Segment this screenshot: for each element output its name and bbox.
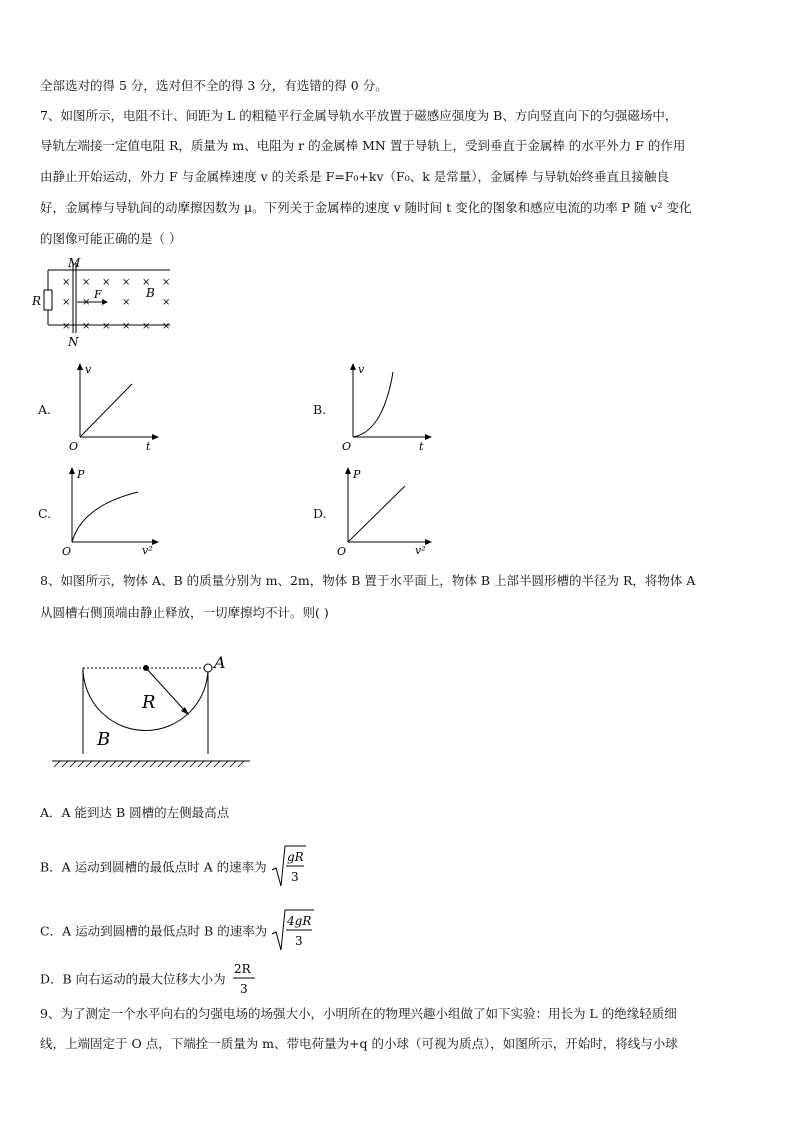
curve-c bbox=[72, 492, 138, 542]
q7-line-5: 的图像可能正确的是（ ） bbox=[40, 231, 182, 246]
q7-line-3: 由静止开始运动，外力 F 与金属棒速度 v 的关系是 F=F₀+kv（F₀、k 是常量），金属棒 与导轨始终垂直且接触良 bbox=[40, 169, 669, 184]
q7-line-4: 好，金属棒与导轨间的动摩擦因数为 μ。下列关于金属棒的速度 v 随时间 t 变化的图象和感应电流的功率 P 随 v² 变化 bbox=[40, 200, 692, 215]
svg-text:3: 3 bbox=[290, 870, 299, 884]
ball-A bbox=[204, 664, 212, 672]
svg-text:×: × bbox=[122, 321, 131, 332]
curve-a bbox=[80, 384, 132, 437]
svg-text:P: P bbox=[353, 468, 361, 481]
svg-text:R: R bbox=[142, 692, 156, 713]
svg-text:3: 3 bbox=[239, 982, 248, 996]
q9-line-2: 线，上端固定于 O 点，下端拴一质量为 m、带电荷量为+q 的小球（可视为质点），如图所示，开始时，将线与小球 bbox=[40, 1036, 678, 1051]
q7-option-c-label: C. bbox=[38, 506, 52, 521]
svg-text:×: × bbox=[62, 297, 71, 308]
q7-option-b-label: B. bbox=[313, 402, 327, 417]
svg-text:×: × bbox=[62, 277, 71, 288]
q7-line-1: 7、如图所示，电阻不计、间距为 L 的粗糙平行金属导轨水平放置于磁感应强度为 B、方向竖直向下的匀强磁场中， bbox=[40, 108, 678, 123]
svg-text:×: × bbox=[162, 277, 171, 288]
resistor-R bbox=[44, 290, 52, 310]
q7-rail-figure bbox=[30, 255, 190, 350]
q8-option-b: B．A 运动到圆槽的最低点时 A 的速率为 gR 3 bbox=[40, 846, 307, 890]
svg-text:×: × bbox=[122, 277, 131, 288]
q7-option-a-label: A. bbox=[38, 402, 52, 417]
intro-text: 全部选对的得 5 分，选对但不全的得 3 分，有选错的得 0 分。 bbox=[40, 78, 388, 93]
svg-text:O: O bbox=[337, 545, 347, 558]
svg-text:×: × bbox=[62, 321, 71, 332]
label-F: F bbox=[94, 288, 102, 301]
svg-text:v: v bbox=[358, 363, 365, 376]
svg-text:×: × bbox=[102, 277, 111, 288]
q7-line-2: 导轨左端接一定值电阻 R，质量为 m、电阻为 r 的金属棒 MN 置于导轨上，受到垂直于金属棒 的水平外力 F 的作用 bbox=[40, 138, 686, 153]
svg-text:v²: v² bbox=[142, 544, 153, 557]
q8-groove-figure bbox=[50, 650, 255, 770]
svg-text:v: v bbox=[85, 363, 92, 376]
q8-option-a: A．A 能到达 B 圆槽的左侧最高点 bbox=[40, 805, 230, 820]
q7-option-b-graph bbox=[333, 362, 433, 454]
svg-text:×: × bbox=[122, 297, 131, 308]
svg-text:3: 3 bbox=[295, 934, 303, 948]
svg-text:A: A bbox=[214, 653, 226, 672]
svg-text:O: O bbox=[69, 440, 79, 453]
q8-line-2: 从圆槽右侧顶端由静止释放，一切摩擦均不计。则( ) bbox=[40, 605, 329, 620]
svg-text:O: O bbox=[62, 545, 72, 558]
svg-text:×: × bbox=[142, 321, 151, 332]
svg-text:×: × bbox=[82, 297, 91, 308]
label-N: N bbox=[68, 335, 79, 349]
q7-option-d-graph bbox=[333, 466, 433, 558]
q8-line-1: 8、如图所示，物体 A、B 的质量分别为 m、2m，物体 B 置于水平面上，物体 B 上部半圆形槽的半径为 R，将物体 A bbox=[40, 573, 696, 588]
q7-option-c-graph bbox=[60, 466, 160, 558]
fraction-expression-d bbox=[230, 958, 258, 998]
sqrt-expression-c bbox=[271, 908, 315, 952]
svg-text:gR: gR bbox=[286, 850, 304, 864]
q8-option-c: C．A 运动到圆槽的最低点时 B 的速率为 4gR 3 bbox=[40, 910, 315, 954]
svg-text:t: t bbox=[146, 440, 151, 453]
svg-text:×: × bbox=[162, 321, 171, 332]
svg-text:B: B bbox=[97, 729, 111, 750]
label-B: B bbox=[146, 286, 155, 300]
svg-text:×: × bbox=[102, 321, 111, 332]
q9-line-1: 9、为了测定一个水平向右的匀强电场的场强大小，小明所在的物理兴趣小组做了如下实验：用长为 L 的绝缘轻质细 bbox=[40, 1006, 677, 1021]
svg-text:v²: v² bbox=[415, 544, 426, 557]
svg-text:×: × bbox=[142, 277, 151, 288]
q8-option-d: D．B 向右运动的最大位移大小为 2R 3 bbox=[40, 960, 258, 1000]
svg-text:t: t bbox=[419, 440, 424, 453]
curve-b bbox=[353, 372, 393, 437]
curve-d bbox=[348, 486, 405, 542]
label-M: M bbox=[68, 256, 81, 270]
q7-option-a-graph bbox=[60, 362, 160, 454]
svg-text:×: × bbox=[82, 277, 91, 288]
svg-text:P: P bbox=[77, 468, 85, 481]
svg-text:2R: 2R bbox=[233, 962, 251, 976]
q7-option-d-label: D. bbox=[313, 506, 327, 521]
svg-text:O: O bbox=[342, 440, 352, 453]
svg-text:4gR: 4gR bbox=[287, 914, 312, 928]
svg-text:×: × bbox=[162, 297, 171, 308]
svg-text:×: × bbox=[82, 321, 91, 332]
sqrt-expression-b bbox=[271, 844, 307, 888]
ground-hatching bbox=[54, 761, 244, 767]
label-R: R bbox=[32, 294, 42, 308]
